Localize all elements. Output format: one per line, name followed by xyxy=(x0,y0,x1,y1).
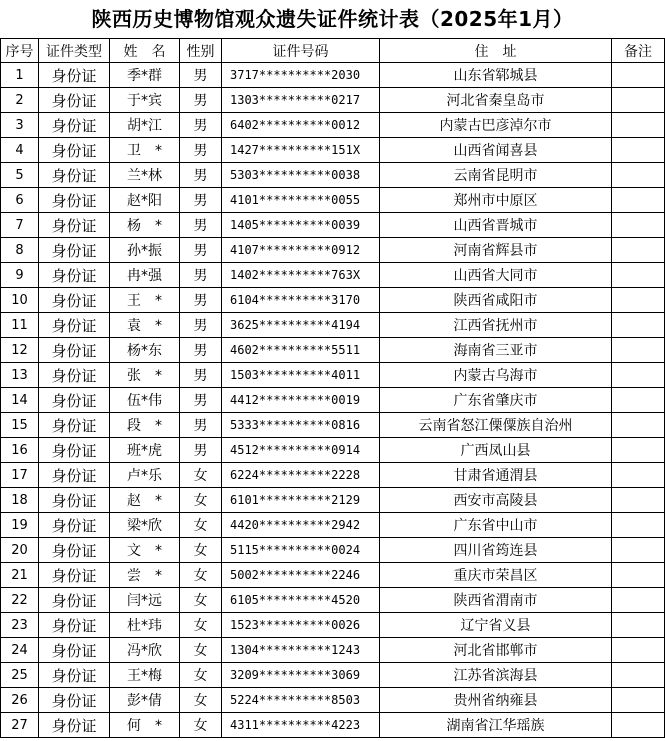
cell-address: 广东省肇庆市 xyxy=(380,388,612,413)
cell-seq: 25 xyxy=(1,663,39,688)
cell-doc-type: 身份证 xyxy=(39,113,110,138)
cell-address: 西安市高陵县 xyxy=(380,488,612,513)
cell-remark xyxy=(612,163,665,188)
cell-remark xyxy=(612,338,665,363)
table-row xyxy=(1,413,665,438)
cell-address: 辽宁省义县 xyxy=(380,613,612,638)
cell-address: 云南省怒江傈僳族自治州 xyxy=(380,413,612,438)
cell-id-number: 1427**********151X xyxy=(222,138,380,163)
cell-doc-type: 身份证 xyxy=(39,238,110,263)
cell-address: 山东省郓城县 xyxy=(380,63,612,88)
table-row xyxy=(1,588,665,613)
cell-id-number: 6105**********4520 xyxy=(222,588,380,613)
cell-address: 内蒙古乌海市 xyxy=(380,363,612,388)
header-gender: 性别 xyxy=(180,39,222,63)
cell-gender: 男 xyxy=(180,388,222,413)
cell-seq: 23 xyxy=(1,613,39,638)
cell-id-number: 1503**********4011 xyxy=(222,363,380,388)
cell-gender: 男 xyxy=(180,63,222,88)
table-row xyxy=(1,88,665,113)
table-row xyxy=(1,488,665,513)
cell-address: 广西凤山县 xyxy=(380,438,612,463)
cell-id-number: 6104**********3170 xyxy=(222,288,380,313)
cell-doc-type: 身份证 xyxy=(39,663,110,688)
cell-remark xyxy=(612,638,665,663)
cell-doc-type: 身份证 xyxy=(39,163,110,188)
cell-seq: 18 xyxy=(1,488,39,513)
cell-name: 季*群 xyxy=(110,63,180,88)
cell-name: 杜*玮 xyxy=(110,613,180,638)
cell-address: 贵州省纳雍县 xyxy=(380,688,612,713)
cell-remark xyxy=(612,513,665,538)
cell-remark xyxy=(612,563,665,588)
table-row xyxy=(1,688,665,713)
table-row xyxy=(1,663,665,688)
table-row xyxy=(1,563,665,588)
cell-address: 陕西省渭南市 xyxy=(380,588,612,613)
cell-name: 文 * xyxy=(110,538,180,563)
cell-doc-type: 身份证 xyxy=(39,63,110,88)
cell-id-number: 5002**********2246 xyxy=(222,563,380,588)
table-row xyxy=(1,638,665,663)
cell-seq: 22 xyxy=(1,588,39,613)
cell-gender: 女 xyxy=(180,488,222,513)
cell-remark xyxy=(612,388,665,413)
cell-seq: 8 xyxy=(1,238,39,263)
cell-gender: 男 xyxy=(180,313,222,338)
cell-seq: 3 xyxy=(1,113,39,138)
cell-address: 内蒙古巴彦淖尔市 xyxy=(380,113,612,138)
cell-id-number: 4107**********0912 xyxy=(222,238,380,263)
cell-seq: 14 xyxy=(1,388,39,413)
cell-seq: 16 xyxy=(1,438,39,463)
cell-gender: 女 xyxy=(180,688,222,713)
table-row xyxy=(1,313,665,338)
cell-id-number: 4311**********4223 xyxy=(222,713,380,738)
cell-seq: 15 xyxy=(1,413,39,438)
cell-address: 云南省昆明市 xyxy=(380,163,612,188)
cell-gender: 女 xyxy=(180,663,222,688)
cell-address: 甘肃省通渭县 xyxy=(380,463,612,488)
cell-id-number: 1303**********0217 xyxy=(222,88,380,113)
cell-seq: 2 xyxy=(1,88,39,113)
cell-name: 段 * xyxy=(110,413,180,438)
cell-remark xyxy=(612,288,665,313)
cell-address: 江西省抚州市 xyxy=(380,313,612,338)
cell-address: 河北省秦皇岛市 xyxy=(380,88,612,113)
page-title: 陕西历史博物馆观众遗失证件统计表（2025年1月） xyxy=(91,7,574,31)
cell-remark xyxy=(612,688,665,713)
table-row xyxy=(1,238,665,263)
cell-seq: 24 xyxy=(1,638,39,663)
cell-remark xyxy=(612,588,665,613)
cell-address: 山西省晋城市 xyxy=(380,213,612,238)
cell-seq: 6 xyxy=(1,188,39,213)
cell-doc-type: 身份证 xyxy=(39,188,110,213)
cell-doc-type: 身份证 xyxy=(39,588,110,613)
cell-seq: 19 xyxy=(1,513,39,538)
cell-seq: 9 xyxy=(1,263,39,288)
cell-gender: 男 xyxy=(180,113,222,138)
cell-gender: 男 xyxy=(180,163,222,188)
cell-address: 河南省辉县市 xyxy=(380,238,612,263)
table-row xyxy=(1,538,665,563)
table-row xyxy=(1,113,665,138)
cell-seq: 17 xyxy=(1,463,39,488)
cell-seq: 26 xyxy=(1,688,39,713)
cell-id-number: 4412**********0019 xyxy=(222,388,380,413)
table-row xyxy=(1,288,665,313)
header-doc-type: 证件类型 xyxy=(39,39,110,63)
cell-gender: 女 xyxy=(180,563,222,588)
cell-gender: 男 xyxy=(180,263,222,288)
cell-remark xyxy=(612,713,665,738)
cell-address: 广东省中山市 xyxy=(380,513,612,538)
cell-gender: 女 xyxy=(180,513,222,538)
cell-name: 赵*阳 xyxy=(110,188,180,213)
table-row xyxy=(1,263,665,288)
table-row xyxy=(1,213,665,238)
cell-doc-type: 身份证 xyxy=(39,338,110,363)
cell-seq: 27 xyxy=(1,713,39,738)
cell-remark xyxy=(612,363,665,388)
cell-doc-type: 身份证 xyxy=(39,138,110,163)
cell-name: 彭*倩 xyxy=(110,688,180,713)
cell-doc-type: 身份证 xyxy=(39,463,110,488)
table-row xyxy=(1,463,665,488)
table-row xyxy=(1,163,665,188)
cell-id-number: 6101**********2129 xyxy=(222,488,380,513)
cell-remark xyxy=(612,88,665,113)
cell-name: 胡*江 xyxy=(110,113,180,138)
cell-name: 卫 * xyxy=(110,138,180,163)
cell-doc-type: 身份证 xyxy=(39,88,110,113)
cell-name: 袁 * xyxy=(110,313,180,338)
header-row xyxy=(1,39,665,63)
header-address: 住 址 xyxy=(380,39,612,63)
cell-address: 江苏省滨海县 xyxy=(380,663,612,688)
cell-name: 闫*远 xyxy=(110,588,180,613)
cell-seq: 12 xyxy=(1,338,39,363)
cell-address: 山西省闻喜县 xyxy=(380,138,612,163)
cell-remark xyxy=(612,113,665,138)
cell-id-number: 3209**********3069 xyxy=(222,663,380,688)
cell-name: 卢*乐 xyxy=(110,463,180,488)
cell-name: 于*宾 xyxy=(110,88,180,113)
cell-id-number: 6402**********0012 xyxy=(222,113,380,138)
table-row xyxy=(1,188,665,213)
cell-remark xyxy=(612,238,665,263)
cell-name: 王 * xyxy=(110,288,180,313)
cell-seq: 5 xyxy=(1,163,39,188)
cell-name: 赵 * xyxy=(110,488,180,513)
cell-name: 张 * xyxy=(110,363,180,388)
cell-doc-type: 身份证 xyxy=(39,263,110,288)
cell-remark xyxy=(612,138,665,163)
cell-name: 兰*林 xyxy=(110,163,180,188)
cell-address: 海南省三亚市 xyxy=(380,338,612,363)
cell-name: 伍*伟 xyxy=(110,388,180,413)
cell-id-number: 3625**********4194 xyxy=(222,313,380,338)
cell-seq: 4 xyxy=(1,138,39,163)
cell-gender: 女 xyxy=(180,713,222,738)
cell-name: 杨*东 xyxy=(110,338,180,363)
cell-seq: 13 xyxy=(1,363,39,388)
cell-id-number: 4420**********2942 xyxy=(222,513,380,538)
cell-doc-type: 身份证 xyxy=(39,388,110,413)
cell-gender: 男 xyxy=(180,88,222,113)
cell-id-number: 4101**********0055 xyxy=(222,188,380,213)
table-row xyxy=(1,363,665,388)
table-row xyxy=(1,713,665,738)
cell-remark xyxy=(612,63,665,88)
cell-name: 何 * xyxy=(110,713,180,738)
cell-doc-type: 身份证 xyxy=(39,713,110,738)
cell-doc-type: 身份证 xyxy=(39,688,110,713)
cell-remark xyxy=(612,488,665,513)
cell-doc-type: 身份证 xyxy=(39,413,110,438)
table-row xyxy=(1,338,665,363)
cell-seq: 1 xyxy=(1,63,39,88)
cell-name: 王*梅 xyxy=(110,663,180,688)
table-row xyxy=(1,388,665,413)
cell-id-number: 5303**********0038 xyxy=(222,163,380,188)
cell-seq: 7 xyxy=(1,213,39,238)
cell-name: 孙*振 xyxy=(110,238,180,263)
cell-gender: 男 xyxy=(180,288,222,313)
cell-address: 重庆市荣昌区 xyxy=(380,563,612,588)
cell-remark xyxy=(612,188,665,213)
cell-doc-type: 身份证 xyxy=(39,363,110,388)
header-name: 姓 名 xyxy=(110,39,180,63)
cell-name: 杨 * xyxy=(110,213,180,238)
cell-gender: 男 xyxy=(180,338,222,363)
cell-remark xyxy=(612,213,665,238)
cell-doc-type: 身份证 xyxy=(39,488,110,513)
cell-doc-type: 身份证 xyxy=(39,513,110,538)
cell-gender: 女 xyxy=(180,538,222,563)
cell-doc-type: 身份证 xyxy=(39,438,110,463)
cell-id-number: 1304**********1243 xyxy=(222,638,380,663)
header-id-number: 证件号码 xyxy=(222,39,380,63)
cell-address: 四川省筠连县 xyxy=(380,538,612,563)
cell-name: 冉*强 xyxy=(110,263,180,288)
cell-id-number: 1405**********0039 xyxy=(222,213,380,238)
cell-seq: 11 xyxy=(1,313,39,338)
cell-doc-type: 身份证 xyxy=(39,213,110,238)
cell-remark xyxy=(612,613,665,638)
cell-id-number: 5115**********0024 xyxy=(222,538,380,563)
header-seq: 序号 xyxy=(1,39,39,63)
cell-id-number: 5224**********8503 xyxy=(222,688,380,713)
cell-id-number: 4602**********5511 xyxy=(222,338,380,363)
cell-gender: 男 xyxy=(180,438,222,463)
cell-remark xyxy=(612,663,665,688)
cell-remark xyxy=(612,438,665,463)
cell-id-number: 3717**********2030 xyxy=(222,63,380,88)
cell-doc-type: 身份证 xyxy=(39,313,110,338)
cell-remark xyxy=(612,413,665,438)
header-remark: 备注 xyxy=(612,39,665,63)
cell-address: 湖南省江华瑶族 xyxy=(380,713,612,738)
cell-id-number: 1402**********763X xyxy=(222,263,380,288)
cell-address: 河北省邯郸市 xyxy=(380,638,612,663)
cell-name: 尝 * xyxy=(110,563,180,588)
cell-id-number: 5333**********0816 xyxy=(222,413,380,438)
table-row xyxy=(1,138,665,163)
cell-seq: 10 xyxy=(1,288,39,313)
cell-gender: 男 xyxy=(180,188,222,213)
table-body xyxy=(1,63,665,738)
table-row xyxy=(1,63,665,88)
cell-id-number: 6224**********2228 xyxy=(222,463,380,488)
cell-gender: 女 xyxy=(180,638,222,663)
cell-gender: 男 xyxy=(180,413,222,438)
cell-gender: 男 xyxy=(180,213,222,238)
cell-doc-type: 身份证 xyxy=(39,638,110,663)
cell-gender: 女 xyxy=(180,463,222,488)
cell-remark xyxy=(612,463,665,488)
table-row xyxy=(1,513,665,538)
cell-address: 山西省大同市 xyxy=(380,263,612,288)
cell-gender: 女 xyxy=(180,588,222,613)
cell-doc-type: 身份证 xyxy=(39,613,110,638)
cell-doc-type: 身份证 xyxy=(39,288,110,313)
cell-seq: 20 xyxy=(1,538,39,563)
cell-address: 郑州市中原区 xyxy=(380,188,612,213)
table-row xyxy=(1,438,665,463)
lost-documents-table xyxy=(0,38,665,738)
cell-name: 梁*欣 xyxy=(110,513,180,538)
cell-gender: 男 xyxy=(180,238,222,263)
cell-gender: 女 xyxy=(180,613,222,638)
cell-id-number: 1523**********0026 xyxy=(222,613,380,638)
table-row xyxy=(1,613,665,638)
cell-remark xyxy=(612,313,665,338)
cell-name: 冯*欣 xyxy=(110,638,180,663)
cell-gender: 男 xyxy=(180,363,222,388)
cell-remark xyxy=(612,263,665,288)
cell-id-number: 4512**********0914 xyxy=(222,438,380,463)
cell-remark xyxy=(612,538,665,563)
cell-doc-type: 身份证 xyxy=(39,538,110,563)
cell-doc-type: 身份证 xyxy=(39,563,110,588)
cell-address: 陕西省咸阳市 xyxy=(380,288,612,313)
cell-name: 班*虎 xyxy=(110,438,180,463)
cell-seq: 21 xyxy=(1,563,39,588)
cell-gender: 男 xyxy=(180,138,222,163)
